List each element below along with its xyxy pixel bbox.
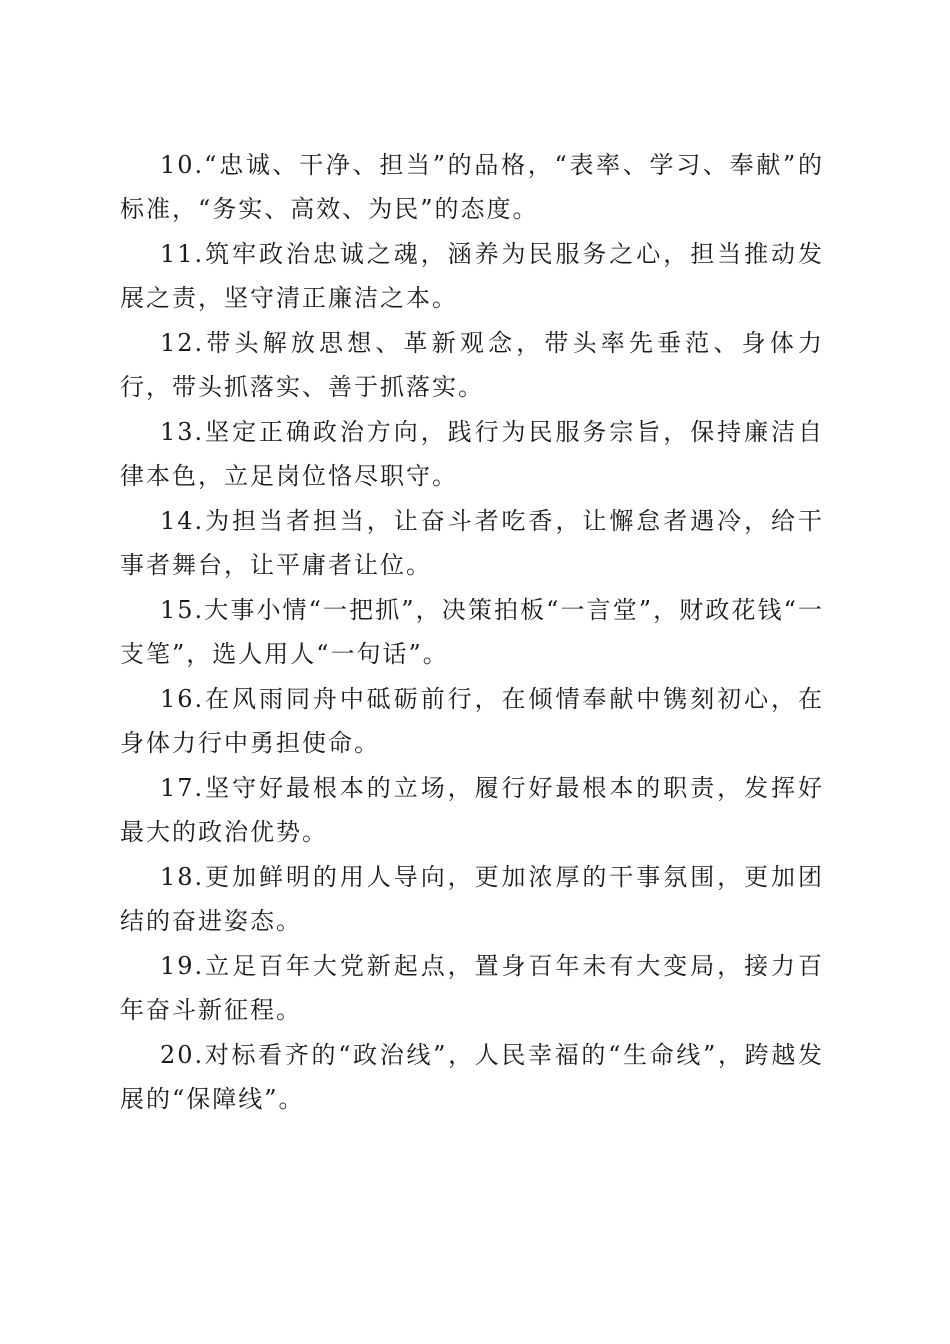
list-item: 20.对标看齐的“政治线”，人民幸福的“生命线”，跨越发展的“保障线”。 [120,1041,824,1113]
list-item: 15.大事小情“一把抓”，决策拍板“一言堂”，财政花钱“一支笔”，选人用人“一句话”。 [120,596,824,668]
list-item: 10.“忠诚、干净、担当”的品格，“表率、学习、奉献”的标准，“务实、高效、为民”的态度。 [120,151,824,223]
list-item: 11.筑牢政治忠诚之魂，涵养为民服务之心，担当推动发展之责，坚守清正廉洁之本。 [120,240,824,312]
list-item: 16.在风雨同舟中砥砺前行，在倾情奉献中镌刻初心，在身体力行中勇担使命。 [120,685,824,757]
list-item: 19.立足百年大党新起点，置身百年未有大变局，接力百年奋斗新征程。 [120,952,824,1024]
list-item: 18.更加鲜明的用人导向，更加浓厚的干事氛围，更加团结的奋进姿态。 [120,863,824,935]
list-item: 14.为担当者担当，让奋斗者吃香，让懈怠者遇冷，给干事者舞台，让平庸者让位。 [120,507,824,579]
document-body [120,143,824,1121]
list-item: 13.坚定正确政治方向，践行为民服务宗旨，保持廉洁自律本色，立足岗位恪尽职守。 [120,418,824,490]
list-item: 17.坚守好最根本的立场，履行好最根本的职责，发挥好最大的政治优势。 [120,774,824,846]
list-item: 12.带头解放思想、革新观念，带头率先垂范、身体力行，带头抓落实、善于抓落实。 [120,329,824,401]
